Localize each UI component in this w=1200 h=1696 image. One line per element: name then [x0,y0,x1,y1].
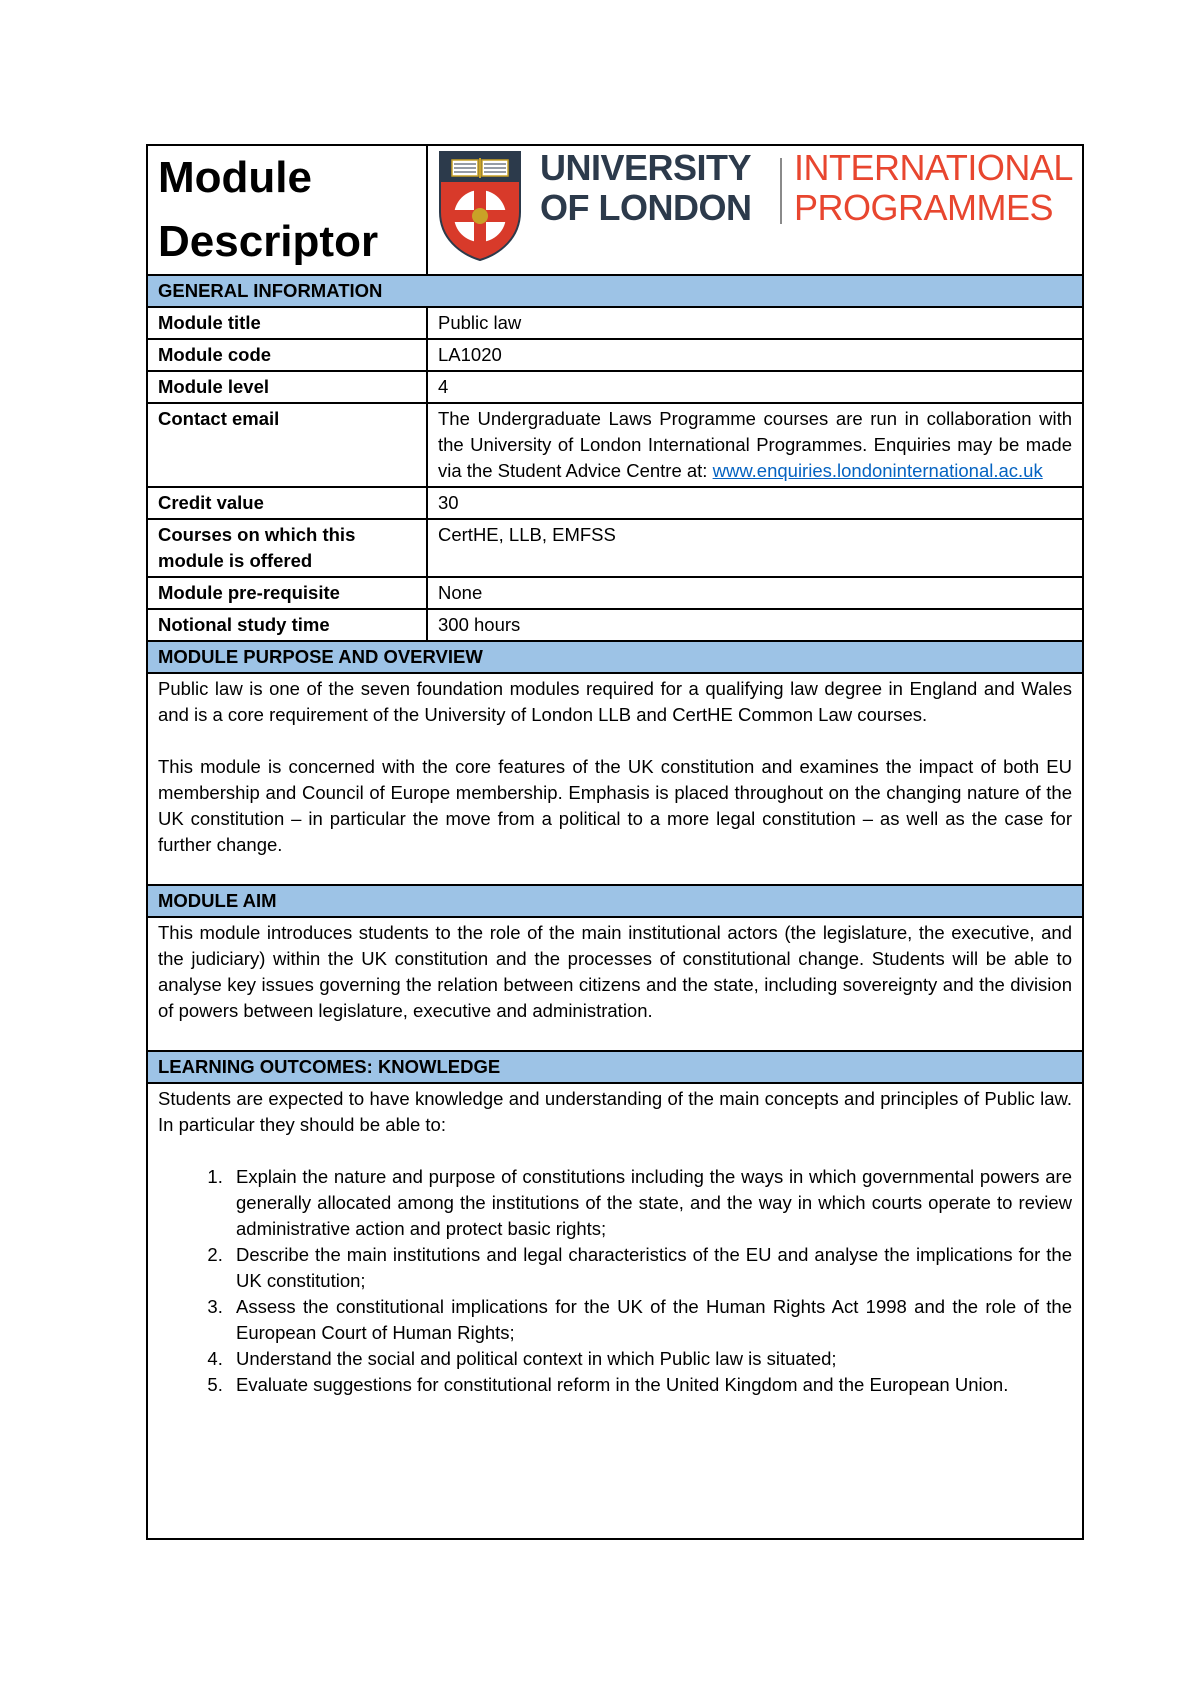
info-value: 300 hours [427,609,1083,641]
section-header-outcomes [147,1051,1083,1083]
purpose-paragraph: Public law is one of the seven foundation modules required for a qualifying law degree in England and Wales and is a core requirement of the University of London LLB and CertHE Common Law courses. [158,678,1072,725]
aim-body [147,917,1083,1051]
info-value: Public law [427,307,1083,339]
info-value: None [427,577,1083,609]
info-value: 4 [427,371,1083,403]
list-item: 4. Understand the social and political context in which Public law is situated; [228,1346,1072,1372]
info-value: CertHE, LLB, EMFSS [427,519,1083,577]
info-row-credit-value [147,487,1083,519]
enquiries-link[interactable]: www.enquiries.londoninternational.ac.uk [712,460,1043,481]
info-row-contact-email [147,403,1083,487]
info-row-study-time [147,609,1083,641]
info-row-courses [147,519,1083,577]
info-label: Courses on which this module is offered [147,519,427,577]
info-value: LA1020 [427,339,1083,371]
module-descriptor-document [146,144,1082,1540]
descriptor-table [146,144,1084,1540]
outcomes-row [147,1083,1083,1539]
logo-divider [780,158,782,224]
list-item: 5. Evaluate suggestions for constitutional reform in the United Kingdom and the European Union. [228,1372,1072,1398]
info-label: Notional study time [147,609,427,641]
section-header-purpose [147,641,1083,673]
aim-row [147,917,1083,1051]
info-label: Module pre-requisite [147,577,427,609]
university-name: UNIVERSITY OF LONDON [540,147,752,228]
title-cell [147,145,427,275]
list-item: 2. Describe the main institutions and legal characteristics of the EU and analyse the implications for the UK constitution; [228,1242,1072,1294]
outcomes-intro: Students are expected to have knowledge and understanding of the main concepts and principles of Public law. In particular they should be able to: [158,1088,1072,1135]
outcomes-body [147,1083,1083,1539]
info-row-prerequisite [147,577,1083,609]
logo-cell [427,145,1083,275]
info-label: Credit value [147,487,427,519]
purpose-row [147,673,1083,885]
section-header-general [147,275,1083,307]
section-header-aim [147,885,1083,917]
info-row-module-code [147,339,1083,371]
info-row-module-level [147,371,1083,403]
info-label: Module code [147,339,427,371]
aim-heading: MODULE AIM [147,885,1083,917]
outcomes-list [158,1164,1072,1398]
university-crest-icon [438,150,522,262]
list-item: 1. Explain the nature and purpose of constitutions including the ways in which governmental powers are generally allocated among the institutions of the state, and the way in which courts operate to review administrative action and protect basic rights; [228,1164,1072,1242]
general-heading: GENERAL INFORMATION [147,275,1083,307]
info-label: Module title [147,307,427,339]
contact-text: The Undergraduate Laws Programme courses are run in collaboration with the University of London International Programmes. Enquiries may be made via the Student Advice Centre at: [438,408,1072,481]
university-logo [428,146,1082,268]
outcomes-heading: LEARNING OUTCOMES: KNOWLEDGE [147,1051,1083,1083]
purpose-paragraph: This module is concerned with the core features of the UK constitution and examines the impact of both EU membership and Council of Europe membership. Emphasis is placed throughout on the changing nature of the UK constitution – in particular the move from a political to a more legal constitution – as well as the case for further change. [158,756,1072,855]
programme-name: INTERNATIONAL PROGRAMMES [794,147,1073,228]
purpose-body [147,673,1083,885]
info-row-module-title [147,307,1083,339]
aim-paragraph: This module introduces students to the role of the main institutional actors (the legislature, the executive, and the judiciary) within the UK constitution and the processes of constitutional change. Students will be able to analyse key issues governing the relation between citizens and the state, including sovereignty and the division of powers between legislature, executive and administration. [158,922,1072,1021]
contact-value [427,403,1083,487]
info-label: Contact email [147,403,427,487]
info-label: Module level [147,371,427,403]
info-value: 30 [427,487,1083,519]
title-row [147,145,1083,275]
purpose-heading: MODULE PURPOSE AND OVERVIEW [147,641,1083,673]
page-title: Module Descriptor [158,153,379,266]
list-item: 3. Assess the constitutional implications for the UK of the Human Rights Act 1998 and the role of the European Court of Human Rights; [228,1294,1072,1346]
